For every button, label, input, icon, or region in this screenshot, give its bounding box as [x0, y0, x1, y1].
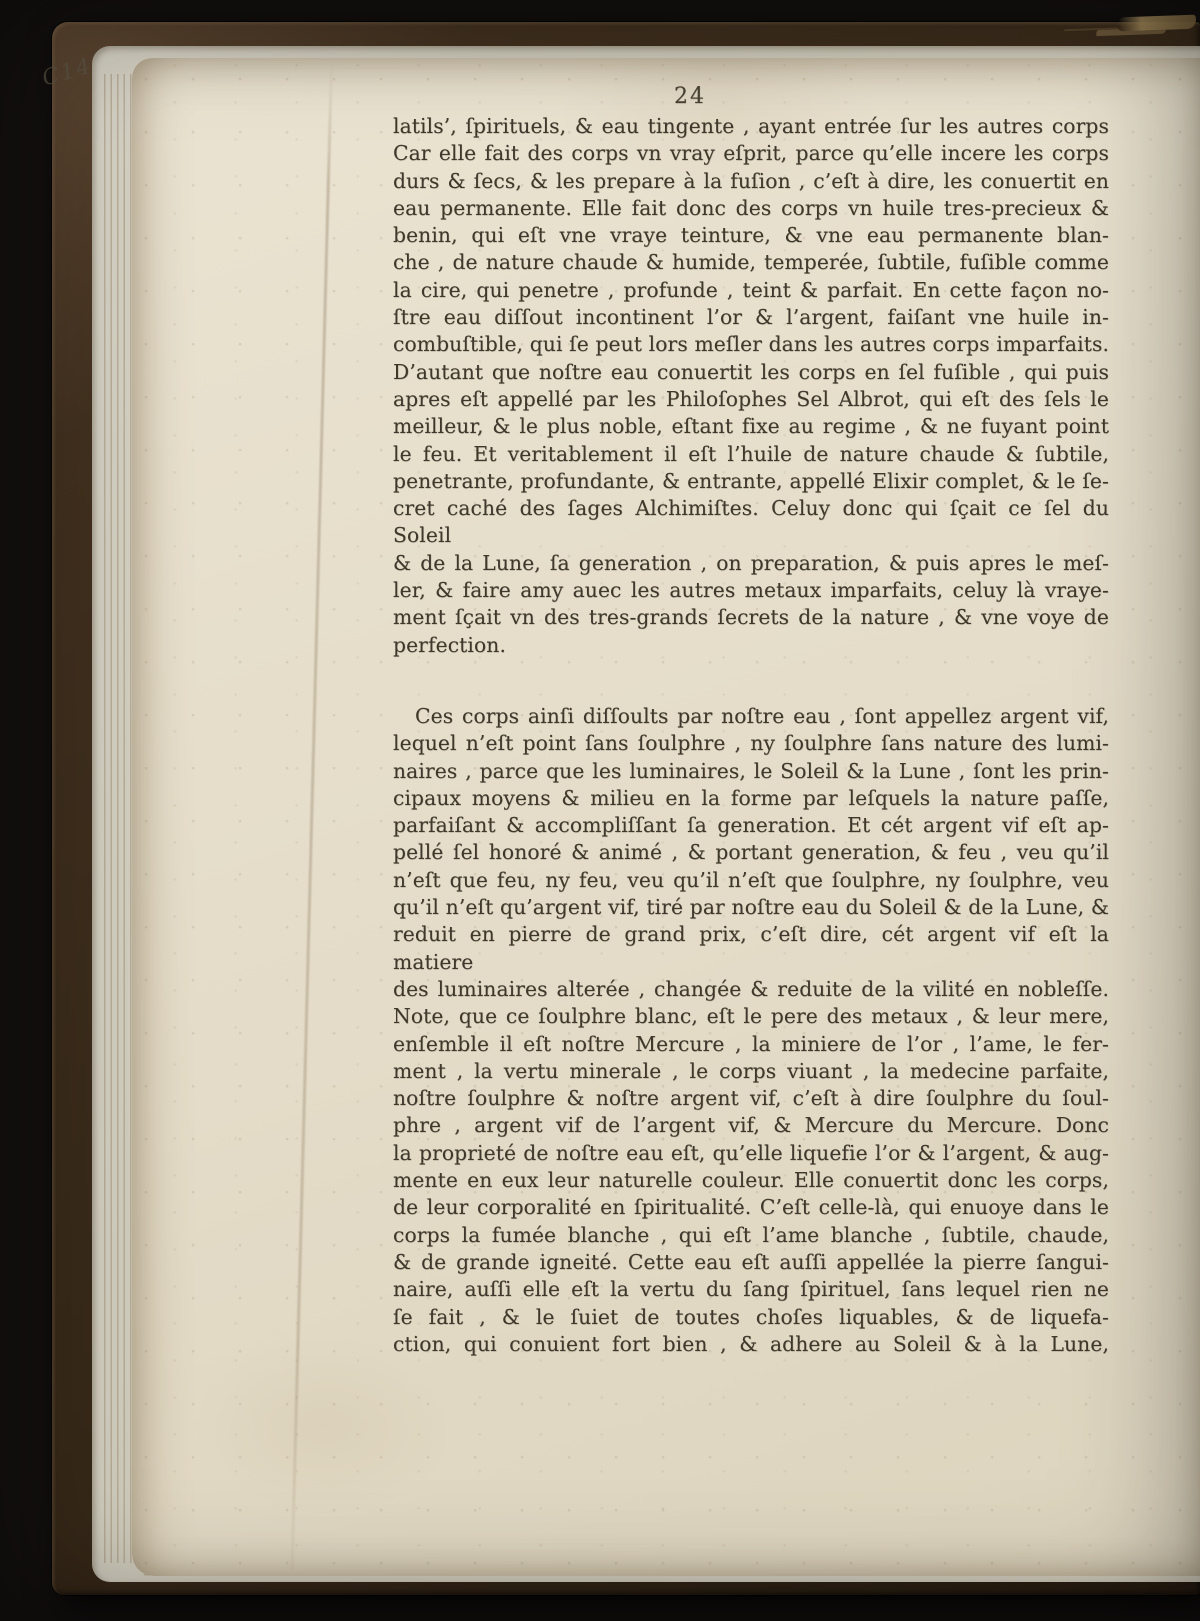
- text-line: le feu. Et veritablement il eſt l’huile de nature chaude & ſubtile,: [393, 441, 1109, 466]
- text-line: la proprieté de noſtre eau eſt, qu’elle liquefie l’or & l’argent, & aug-: [393, 1140, 1109, 1165]
- text-line: naire, auſſi elle eſt la vertu du ſang ſpirituel, ſans lequel rien ne: [393, 1277, 1109, 1302]
- paragraph-2: [393, 703, 1109, 1358]
- text-line: Note, que ce ſoulphre blanc, eſt le pere des metaux , & leur mere,: [393, 1004, 1109, 1029]
- paragraph-1: [393, 113, 1109, 659]
- text-line: cipaux moyens & milieu en la forme par leſquels la nature paſſe,: [393, 785, 1109, 810]
- text-line: noſtre ſoulphre & noſtre argent vif, c’eſt à dire ſoulphre du ſoul-: [393, 1086, 1109, 1111]
- text-line: eau permanente. Elle fait donc des corps vn huile tres-precieux &: [393, 195, 1109, 220]
- text-line: ment ſçait vn des tres-grands ſecrets de la nature , & vne voye de: [393, 605, 1109, 630]
- text-line: phre , argent vif de l’argent vif, & Mercure du Mercure. Donc: [393, 1113, 1109, 1138]
- text-line: ler, & faire amy auec les autres metaux imparfaits, celuy là vraye-: [393, 578, 1109, 603]
- page-edge-lines: [99, 74, 135, 1563]
- text-line: ſe fait , & le ſuiet de toutes choſes liquables, & de liquefa-: [393, 1304, 1109, 1329]
- text-line: naires , parce que les luminaires, le Soleil & la Lune , ſont les prin-: [393, 758, 1109, 783]
- text-line: perfection.: [393, 632, 507, 657]
- text-line: de leur corporalité en ſpiritualité. C’eſt celle-là, qui enuoye dans le: [393, 1195, 1109, 1220]
- text-line: combuſtible, qui ſe peut lors meſler dans les autres corps imparfaits.: [393, 332, 1109, 357]
- text-line: durs & ſecs, & les prepare à la fuſion , c’eſt à dire, les conuertit en: [393, 168, 1109, 193]
- text-line: mente en eux leur naturelle couleur. Elle conuertit donc les corps,: [393, 1168, 1109, 1193]
- text-line: Car elle fait des corps vn vray eſprit, parce qu’elle incere les corps: [393, 141, 1109, 166]
- text-line: enſemble il eſt noſtre Mercure , la miniere de l’or , l’ame, le fer-: [393, 1031, 1109, 1056]
- binding-fray: [1118, 15, 1196, 32]
- text-line: ment , la vertu minerale , le corps viuant , la medecine parfaite,: [393, 1058, 1109, 1083]
- page-crease: [291, 62, 333, 1570]
- text-line: apres eſt appellé par les Philoſophes Sel Albrot, qui eſt des ſels le: [393, 386, 1109, 411]
- text-line: qu’il n’eſt qu’argent vif, tiré par noſtre eau du Soleil & de la Lune, &: [393, 895, 1109, 920]
- text-line: che , de nature chaude & humide, temperée, ſubtile, fuſible comme: [393, 250, 1109, 275]
- text-line: meilleur, & le plus noble, eſtant fixe au regime , & ne fuyant point: [393, 414, 1109, 439]
- text-line: penetrante, profundante, & entrante, appellé Elixir complet, & le ſe-: [393, 468, 1109, 493]
- text-line: & de grande igneité. Cette eau eſt auſſi appellée la pierre ſangui-: [393, 1249, 1109, 1274]
- text-line: D’autant que noſtre eau conuertit les corps en ſel fuſible , qui puis: [393, 359, 1109, 384]
- text-line: pellé ſel honoré & animé , & portant generation, & feu , veu qu’il: [393, 840, 1109, 865]
- text-line: benin, qui eſt vne vraye teinture, & vne eau permanente blan-: [393, 223, 1109, 248]
- text-line: latils’, ſpirituels, & eau tingente , ayant entrée ſur les autres corps: [393, 114, 1109, 138]
- text-line: la cire, qui penetre , profunde , teint & parfait. En cette façon no-: [393, 277, 1109, 302]
- text-line: corps la fumée blanche , qui eſt l’ame blanche , ſubtile, chaude,: [393, 1222, 1109, 1247]
- page-number: 24: [674, 84, 706, 109]
- text-line: lequel n’eſt point ſans ſoulphre , ny ſoulphre ſans nature des lumi-: [393, 731, 1109, 756]
- text-line: ſtre eau diſſout incontinent l’or & l’argent, faiſant vne huile in-: [393, 305, 1109, 330]
- text-line: reduit en pierre de grand prix, c’eſt dire, cét argent vif eſt la matiere: [393, 922, 1109, 974]
- text-line: cret caché des ſages Alchimiſtes. Celuy donc qui ſçait ce ſel du Soleil: [393, 496, 1109, 548]
- handwritten-mark: C14: [39, 53, 96, 92]
- text-line: parfaiſant & accompliſſant ſa generation. Et cét argent vif eſt ap-: [393, 813, 1109, 838]
- text-line: des luminaires alterée , changée & reduite de la vilité en nobleſſe.: [393, 976, 1109, 1001]
- text-line: n’eſt que feu, ny feu, veu qu’il n’eſt que ſoulphre, ny ſoulphre, veu: [393, 867, 1109, 892]
- text-line: Ces corps ainſi diſſoults par noſtre eau , ſont appellez argent vif,: [415, 704, 1109, 728]
- book-page: [132, 58, 1200, 1576]
- text-line: & de la Lune, ſa generation , on preparation, & puis apres le meſ-: [393, 550, 1109, 575]
- text-line: ction, qui conuient fort bien , & adhere au Soleil & à la Lune,: [393, 1331, 1109, 1356]
